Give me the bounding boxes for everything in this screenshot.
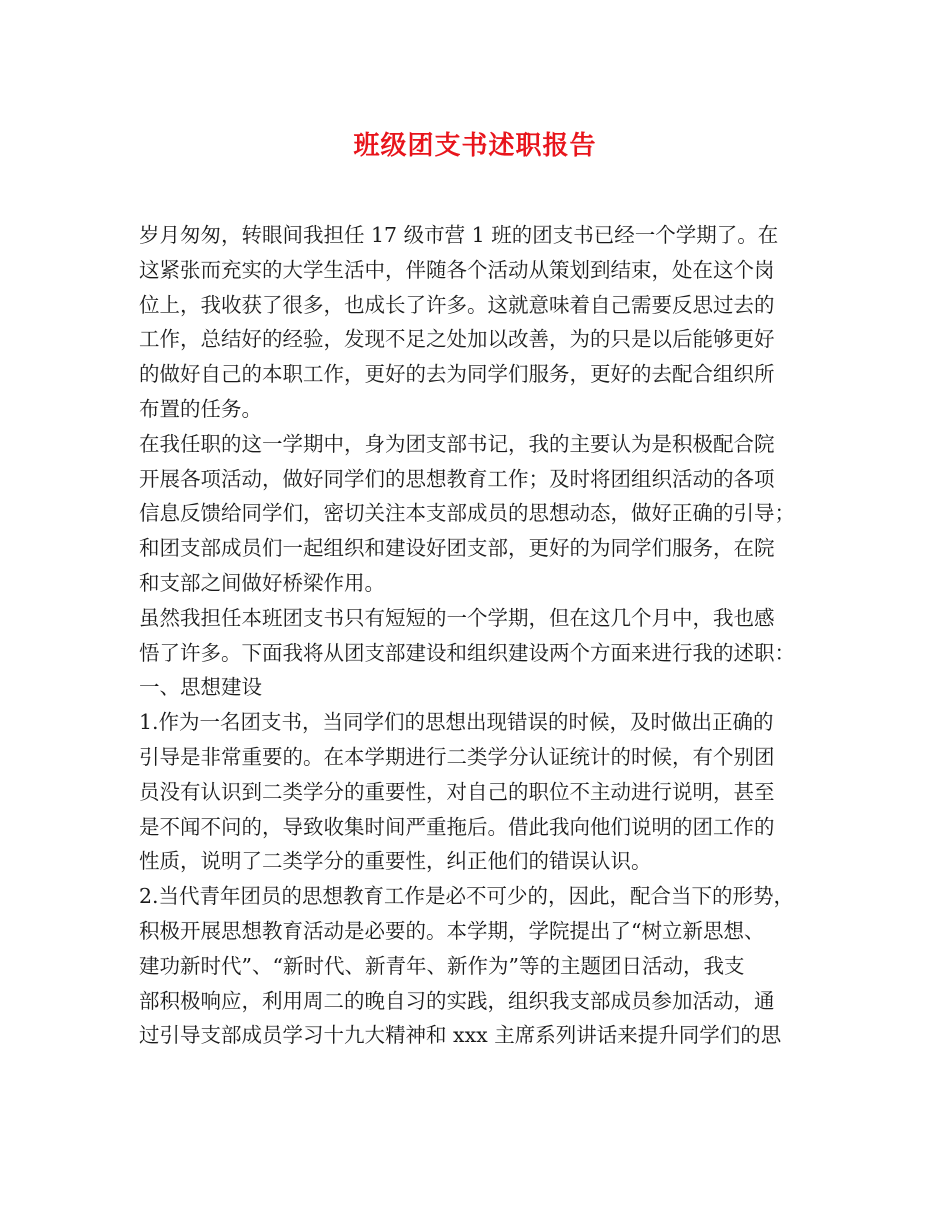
body-line: 布置的任务。: [139, 396, 262, 421]
body-line: 岁月匆匆，转眼间我担任 17 级市营 1 班的团支书已经一个学期了。在: [139, 223, 779, 247]
body-line: 2.当代青年团员的思想教育工作是必不可少的，因此，配合当下的形势，: [139, 884, 795, 909]
body-line: 建功新时代”、“新时代、新青年、新作为”等的主题团日活动，我支: [139, 953, 745, 978]
body-line: 虽然我担任本班团支书只有短短的一个学期，但在这几个月中，我也感: [139, 605, 775, 630]
body-line: 1.作为一名团支书，当同学们的思想出现错误的时候，及时做出正确的: [139, 710, 774, 735]
document-body: [139, 218, 819, 1053]
body-line: 位上，我收获了很多，也成长了许多。这就意味着自己需要反思过去的: [139, 292, 775, 317]
body-line: 一、思想建设: [139, 675, 262, 700]
document-title: 班级团支书述职报告: [353, 131, 597, 161]
body-line: 工作，总结好的经验，发现不足之处加以改善，为的只是以后能够更好: [139, 327, 775, 352]
body-line: 在我任职的这一学期中，身为团支部书记，我的主要认为是积极配合院: [139, 431, 775, 456]
body-line: 部积极响应，利用周二的晚自习的实践，组织我支部成员参加活动，通: [139, 988, 775, 1013]
body-line: 的做好自己的本职工作，更好的去为同学们服务，更好的去配合组织所: [139, 362, 775, 387]
body-line: 和支部之间做好桥梁作用。: [139, 570, 385, 595]
body-line: 性质，说明了二类学分的重要性，纠正他们的错误认识。: [139, 849, 652, 874]
body-line: 和团支部成员们一起组织和建设好团支部，更好的为同学们服务，在院: [139, 536, 775, 561]
body-line: 是不闻不问的，导致收集时间严重拖后。借此我向他们说明的团工作的: [139, 814, 775, 839]
body-line: 引导是非常重要的。在本学期进行二类学分认证统计的时候，有个别团: [139, 744, 775, 769]
body-line: 员没有认识到二类学分的重要性，对自己的职位不主动进行说明，甚至: [139, 779, 775, 804]
body-line: 信息反馈给同学们，密切关注本支部成员的思想动态，做好正确的引导；: [139, 501, 795, 526]
body-line: 积极开展思想教育活动是必要的。本学期，学院提出了“树立新思想、: [139, 918, 765, 943]
body-line: 过引导支部成员学习十九大精神和 xxx 主席系列讲话来提升同学们的思: [139, 1023, 782, 1048]
body-line: 开展各项活动，做好同学们的思想教育工作；及时将团组织活动的各项: [139, 466, 775, 491]
body-line: 悟了许多。下面我将从团支部建设和组织建设两个方面来进行我的述职：: [139, 640, 795, 665]
body-line: 这紧张而充实的大学生活中，伴随各个活动从策划到结束，处在这个岗: [139, 257, 775, 282]
